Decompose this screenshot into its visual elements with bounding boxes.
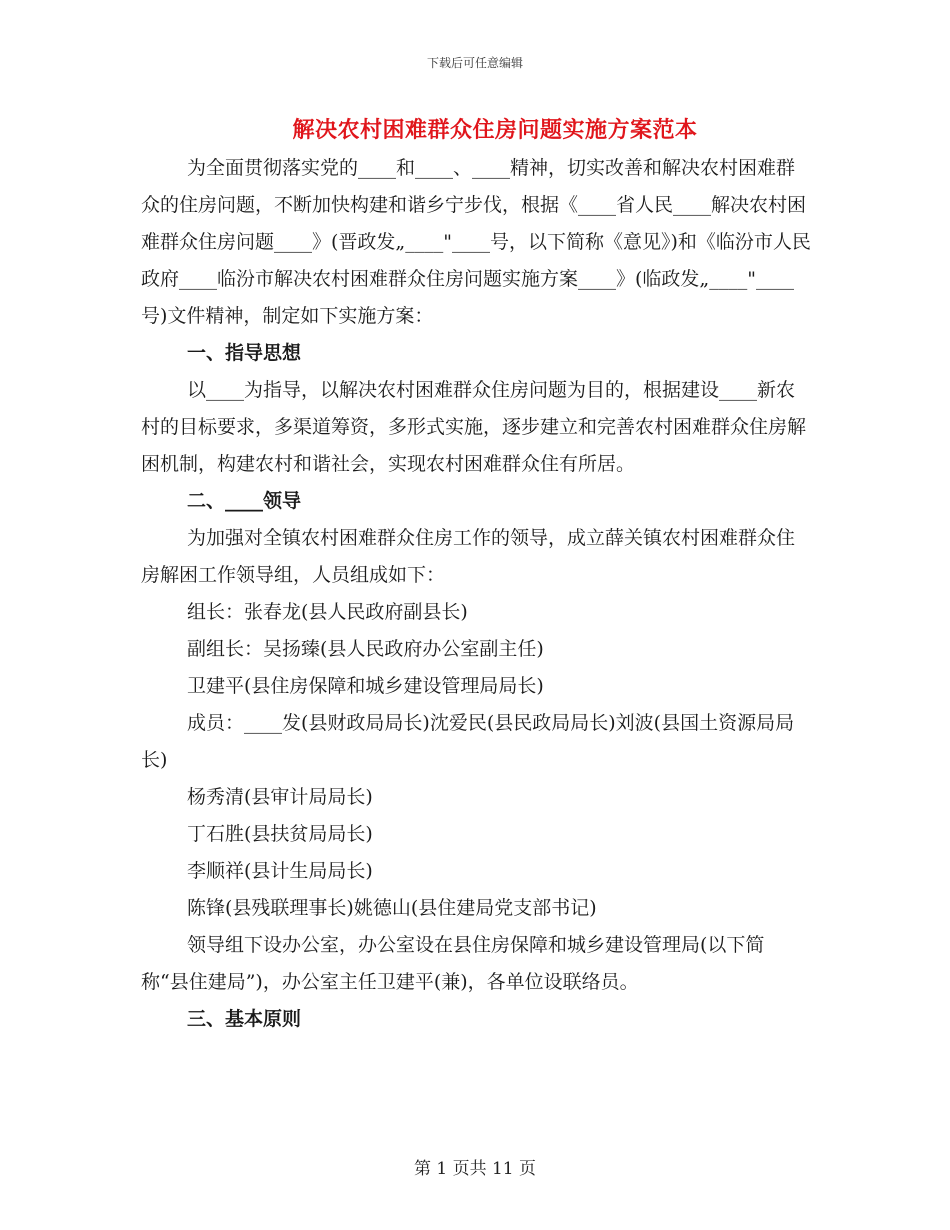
document-title: 解决农村困难群众住房问题实施方案范本 xyxy=(292,117,698,143)
deputy-leader-line: 副组长：吴扬臻(县人民政府办公室副主任) xyxy=(187,638,544,660)
office-paragraph: 领导组下设办公室，办公室设在县住房保障和城乡建设管理局(以下简称“县住建局”)，办公室主任卫建平(兼)，各单位设联络员。 xyxy=(141,934,765,993)
member-line: 李顺祥(县计生局局长) xyxy=(187,860,373,882)
section-heading-guiding-ideology: 一、指导思想 xyxy=(187,342,302,364)
section-heading-leadership: 二、____领导 xyxy=(187,490,302,512)
member-line: 丁石胜(县扶贫局局长) xyxy=(187,823,373,845)
download-note: 下载后可任意编辑 xyxy=(426,56,523,70)
leader-line: 组长：张春龙(县人民政府副县长) xyxy=(187,601,468,623)
page-number: 第 1 页共 11 页 xyxy=(413,1159,537,1179)
guiding-ideology-paragraph: 以____为指导，以解决农村困难群众住房问题为目的，根据建设____新农村的目标要求，多渠道筹资，多形式实施，逐步建立和完善农村困难群众住房解困机制，构建农村和谐社会，实现农村困难群众住有所居。 xyxy=(141,379,807,475)
deputy-leader-line-2: 卫建平(县住房保障和城乡建设管理局局长) xyxy=(187,675,544,697)
section-heading-basic-principles: 三、基本原则 xyxy=(187,1008,302,1030)
member-line: 杨秀清(县审计局局长) xyxy=(187,786,373,808)
document-body xyxy=(141,150,811,1038)
intro-paragraph: 为全面贯彻落实党的____和____、____精神，切实改善和解决农村困难群众的住房问题，不断加快构建和谐乡宁步伐，根据《____省人民____解决农村困难群众住房问题____》(晋政发„____"____号，以下简称《意见》)和《临汾市人民政府____临汾市解决农村困难群众住房问题实施方案____》(临政发„____"____号)文件精神，制定如下实施方案： xyxy=(141,157,811,327)
leadership-paragraph: 为加强对全镇农村困难群众住房工作的领导，成立薛关镇农村困难群众住房解困工作领导组，人员组成如下： xyxy=(141,527,796,586)
member-line: 陈锋(县残联理事长)姚德山(县住建局党支部书记) xyxy=(187,897,597,919)
members-line: 成员：____发(县财政局局长)沈爱民(县民政局局长)刘波(县国土资源局局长) xyxy=(141,712,795,771)
